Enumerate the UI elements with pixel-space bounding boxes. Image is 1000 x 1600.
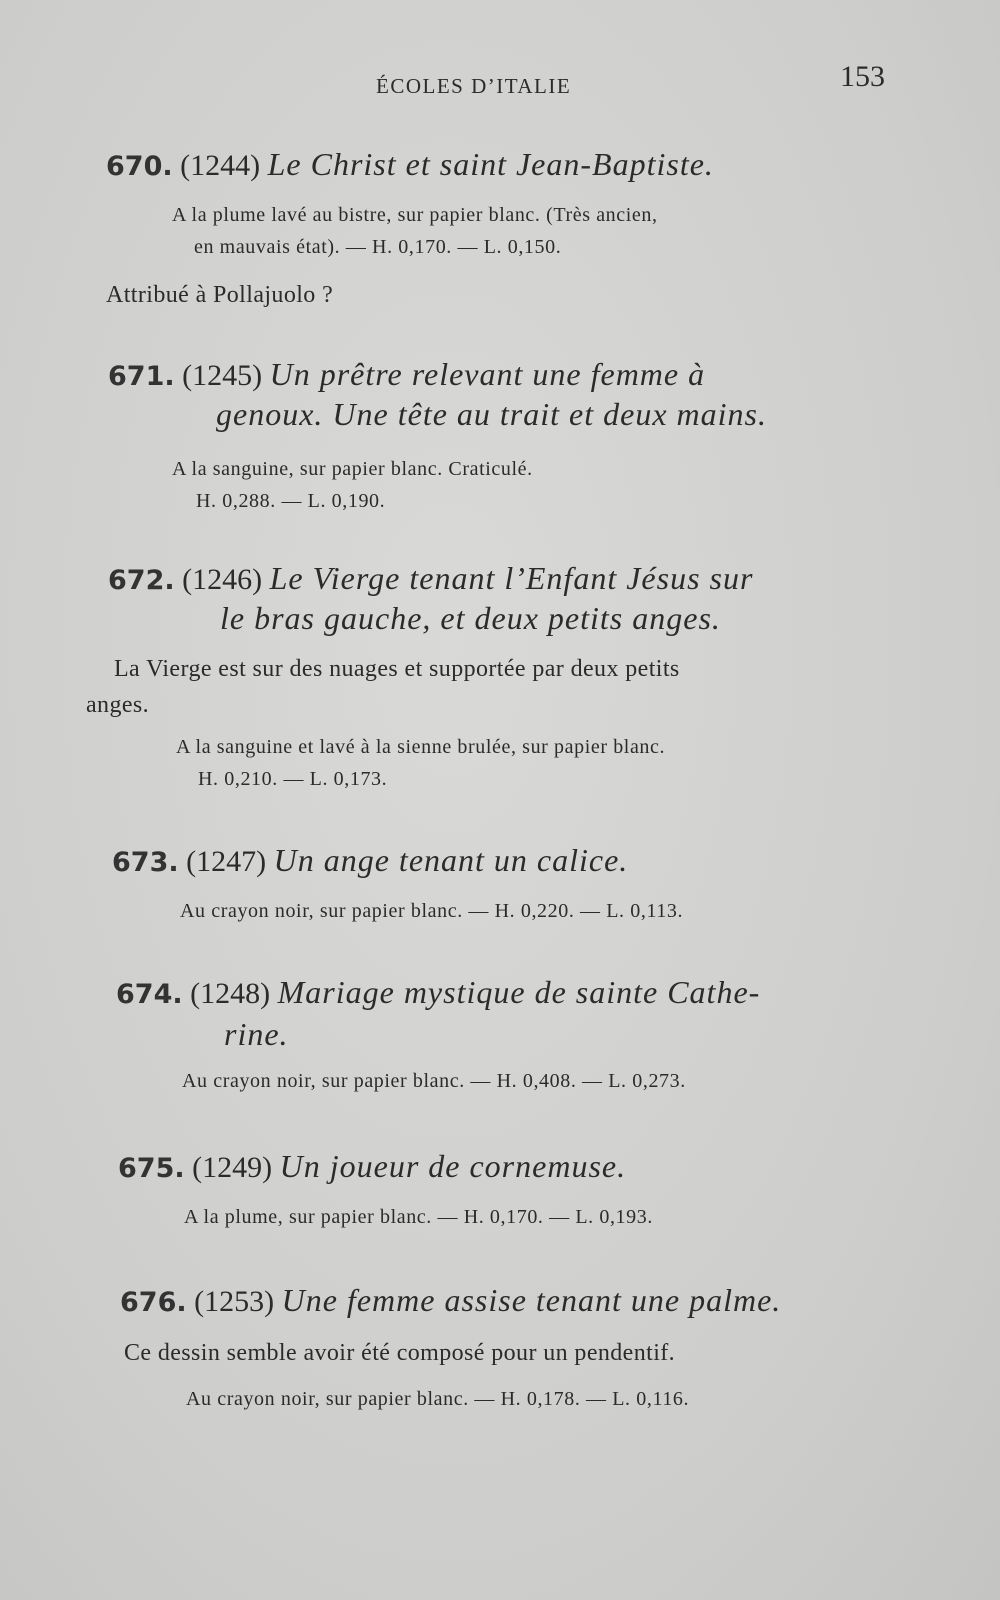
entry-670-heading [106, 146, 714, 183]
entry-670-note-1: A la plume lavé au bistre, sur papier blanc. (Très ancien, [172, 204, 658, 226]
entry-title: Un prêtre relevant une femme à [269, 356, 706, 392]
entry-675-note-1: A la plume, sur papier blanc. — H. 0,170. — L. 0,193. [184, 1206, 653, 1228]
entry-number: 672. [108, 565, 175, 596]
entry-672-note-1: A la sanguine et lavé à la sienne brulée, sur papier blanc. [176, 736, 666, 758]
entry-670-note-2: en mauvais état). — H. 0,170. — L. 0,150. [194, 236, 562, 258]
entry-672-text-1: La Vierge est sur des nuages et supportée par deux petits [114, 656, 680, 682]
entry-inventory-id: (1245) [182, 359, 263, 392]
entry-671-heading [108, 356, 705, 393]
entry-inventory-id: (1244) [180, 149, 261, 182]
entry-title: Une femme assise tenant une palme. [281, 1282, 782, 1318]
entry-title: Un ange tenant un calice. [273, 842, 629, 878]
entry-inventory-id: (1247) [186, 845, 267, 878]
entry-673-note-1: Au crayon noir, sur papier blanc. — H. 0,220. — L. 0,113. [180, 900, 684, 922]
running-header: ÉCOLES D’ITALIE [376, 74, 572, 98]
entry-title: Le Christ et saint Jean-Baptiste. [267, 146, 714, 182]
entry-number: 670. [106, 151, 173, 182]
entry-676-text-1: Ce dessin semble avoir été composé pour un pendentif. [124, 1340, 676, 1366]
entry-673-heading [112, 842, 628, 879]
entry-672-note-2: H. 0,210. — L. 0,173. [198, 768, 388, 790]
entry-title: Le Vierge tenant l’Enfant Jésus sur [269, 560, 754, 596]
entry-title: Mariage mystique de sainte Cathe- [277, 974, 761, 1010]
entry-number: 673. [112, 847, 179, 878]
entry-671-note-2: H. 0,288. — L. 0,190. [196, 490, 386, 512]
entry-number: 674. [116, 979, 183, 1010]
entry-676-heading [120, 1282, 781, 1319]
entry-674-heading [116, 974, 760, 1011]
entry-671-note-1: A la sanguine, sur papier blanc. Craticulé. [172, 458, 533, 480]
entry-676-note-1: Au crayon noir, sur papier blanc. — H. 0,178. — L. 0,116. [186, 1388, 690, 1410]
entry-inventory-id: (1246) [182, 563, 263, 596]
entry-number: 671. [108, 361, 175, 392]
entry-672-heading [108, 560, 753, 597]
entry-inventory-id: (1253) [194, 1285, 275, 1318]
entry-670-text: Attribué à Pollajuolo ? [106, 282, 334, 308]
entry-674-note-1: Au crayon noir, sur papier blanc. — H. 0,408. — L. 0,273. [182, 1070, 686, 1092]
entry-674-title-cont: rine. [224, 1016, 289, 1052]
entry-671-title-cont: genoux. Une tête au trait et deux mains. [216, 396, 767, 432]
page-number: 153 [840, 60, 885, 93]
entry-672-text-2: anges. [86, 692, 150, 718]
entry-675-heading [118, 1148, 626, 1185]
entry-number: 676. [120, 1287, 187, 1318]
entry-inventory-id: (1249) [192, 1151, 273, 1184]
entry-title: Un joueur de cornemuse. [279, 1148, 627, 1184]
entry-672-title-cont: le bras gauche, et deux petits anges. [220, 600, 721, 636]
entry-inventory-id: (1248) [190, 977, 271, 1010]
entry-number: 675. [118, 1153, 185, 1184]
